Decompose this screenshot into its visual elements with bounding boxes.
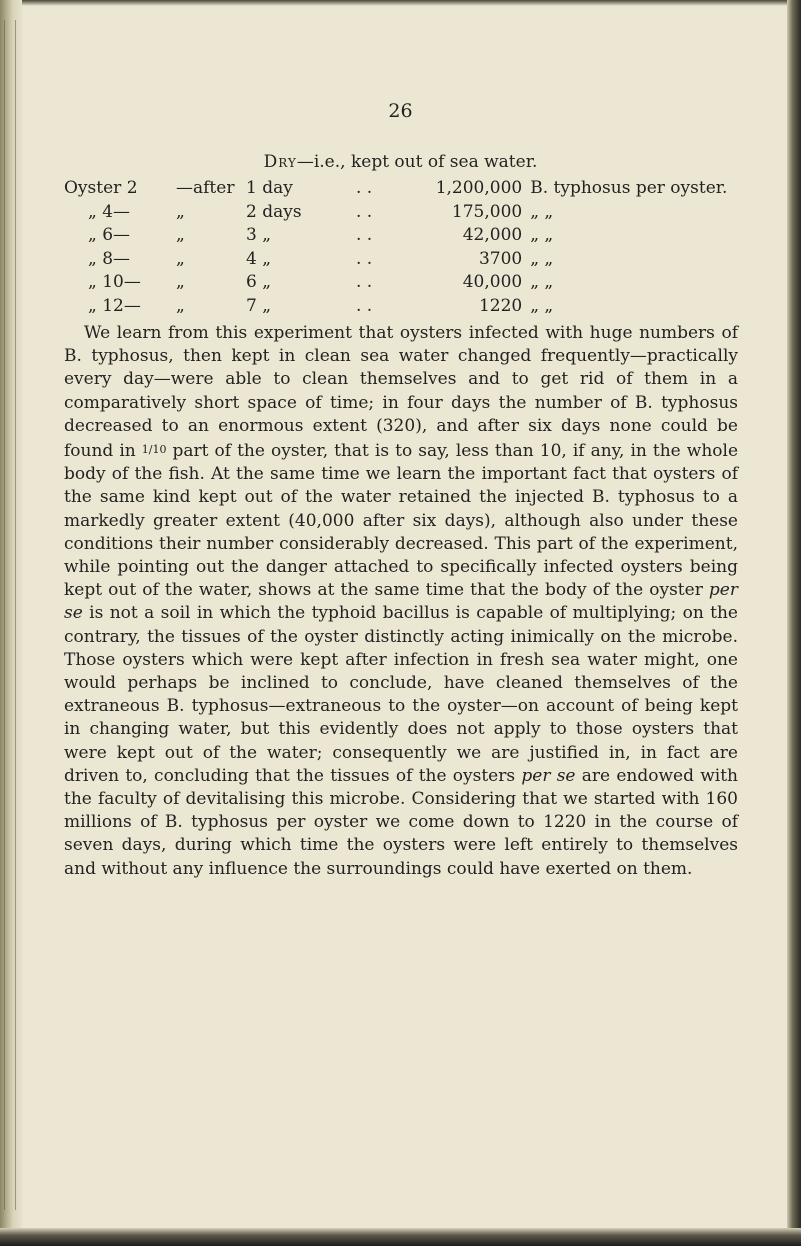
row-label: „ 8— [88, 248, 131, 269]
body-text-part-4: are endowed with the faculty of devitalising this microbe. Considering that we started with 160 millions of B. typhosus per oyster we come down to 1220 in the course of seven days, during which time the oysters were left entirely to themselves and without any influence the surroundings could have exerted on them. [64, 765, 738, 879]
body-text-part-3: is not a soil in which the typhoid bacillus is capable of multiplying; on the contrary, the tissues of the oyster distinctly acting inimically on the microbe. Those oysters which were kept after infection in fresh sea water might, one would perhaps be inclined to conclude, have cleaned themselves of the extraneous B. typhosus—extraneous to the oyster—on account of being kept in changing water, but this evidently does not apply to those oysters that were kept out of the water; consequently we are justified in, in fact are driven to, concluding that the tissues of the oysters [64, 603, 738, 786]
row-dots: . . [356, 201, 373, 222]
row-count: 1220 [478, 295, 523, 316]
row-after: —after [176, 178, 235, 198]
row-count: 175,000 [451, 201, 523, 222]
binding-stitching [4, 20, 16, 1210]
body-text-part-1: We learn from this experiment that oysters infected with huge numbers of B. typhosus, then kept in clean sea water changed frequently—practically every day—were able to clean themselves and to get rid of them in a comparatively short space of time; in four days the number of B. typhosus decreased to an enormous extent (320), and after six days none could be found in [64, 323, 738, 462]
italic-per-se-1: per se [64, 580, 738, 624]
page-bottom-edge [0, 1228, 801, 1246]
italic-per-se-2: per se [521, 765, 576, 786]
row-dots: . . [356, 248, 373, 269]
table-caption [0, 152, 801, 172]
row-after: „ [176, 272, 185, 292]
body-text-part-2: part of the oyster, that is to say, less than 10, if any, in the whole body of the fish. At the same time we learn the important fact that oysters of the same kind kept out of the water retained the injected B. typhosus to a markedly greater extent (40,000 after six days), although also under these conditions their number considerably decreased. This part of the experiment, while pointing out the danger attached to specifically infected oysters being kept out of the water, shows at the same time that the body of the oyster [64, 441, 739, 601]
row-unit: „ „ [530, 295, 554, 316]
row-dots: . . [356, 225, 373, 245]
row-dots: . . [356, 272, 373, 292]
row-days: 4 „ [246, 248, 272, 269]
row-days: 2 days [246, 201, 302, 222]
row-unit: „ „ [530, 225, 554, 245]
page-top-edge [0, 0, 801, 6]
table-row [64, 224, 727, 248]
row-after: „ [176, 248, 185, 269]
row-unit: „ „ [530, 272, 554, 292]
table-row [64, 177, 727, 201]
page-right-edge [787, 0, 801, 1246]
row-label: Oyster 2 [64, 178, 138, 198]
table-row [64, 248, 727, 272]
row-days: 1 day [246, 178, 293, 198]
row-label: „ 10— [88, 272, 141, 292]
row-days: 7 „ [246, 295, 272, 316]
row-count: 1,200,000 [435, 178, 523, 198]
row-count: 3700 [478, 248, 523, 269]
book-binding [0, 0, 22, 1246]
row-unit: „ „ [530, 201, 554, 222]
row-label: „ 6— [88, 225, 131, 245]
row-label: „ 4— [88, 201, 131, 222]
row-dots: . . [356, 295, 373, 316]
table-row [64, 271, 727, 295]
results-table [64, 177, 727, 318]
row-days: 3 „ [246, 225, 272, 245]
row-dots: . . [356, 178, 373, 198]
fraction-one-tenth: 1/10 [141, 443, 167, 457]
row-label: „ 12— [88, 295, 141, 316]
row-after: „ [176, 201, 185, 222]
body-paragraph [64, 322, 738, 881]
caption-label: Dry [263, 152, 297, 172]
caption-rest: —i.e., kept out of sea water. [296, 152, 538, 172]
row-unit: „ „ [530, 248, 554, 269]
page-number: 26 [388, 100, 413, 122]
row-count: 42,000 [462, 225, 523, 245]
row-after: „ [176, 295, 185, 316]
row-count: 40,000 [462, 272, 523, 292]
row-unit: B. typhosus per oyster. [530, 178, 728, 198]
table-row [64, 201, 727, 225]
row-after: „ [176, 225, 185, 245]
row-days: 6 „ [246, 272, 272, 292]
table-row [64, 295, 727, 319]
